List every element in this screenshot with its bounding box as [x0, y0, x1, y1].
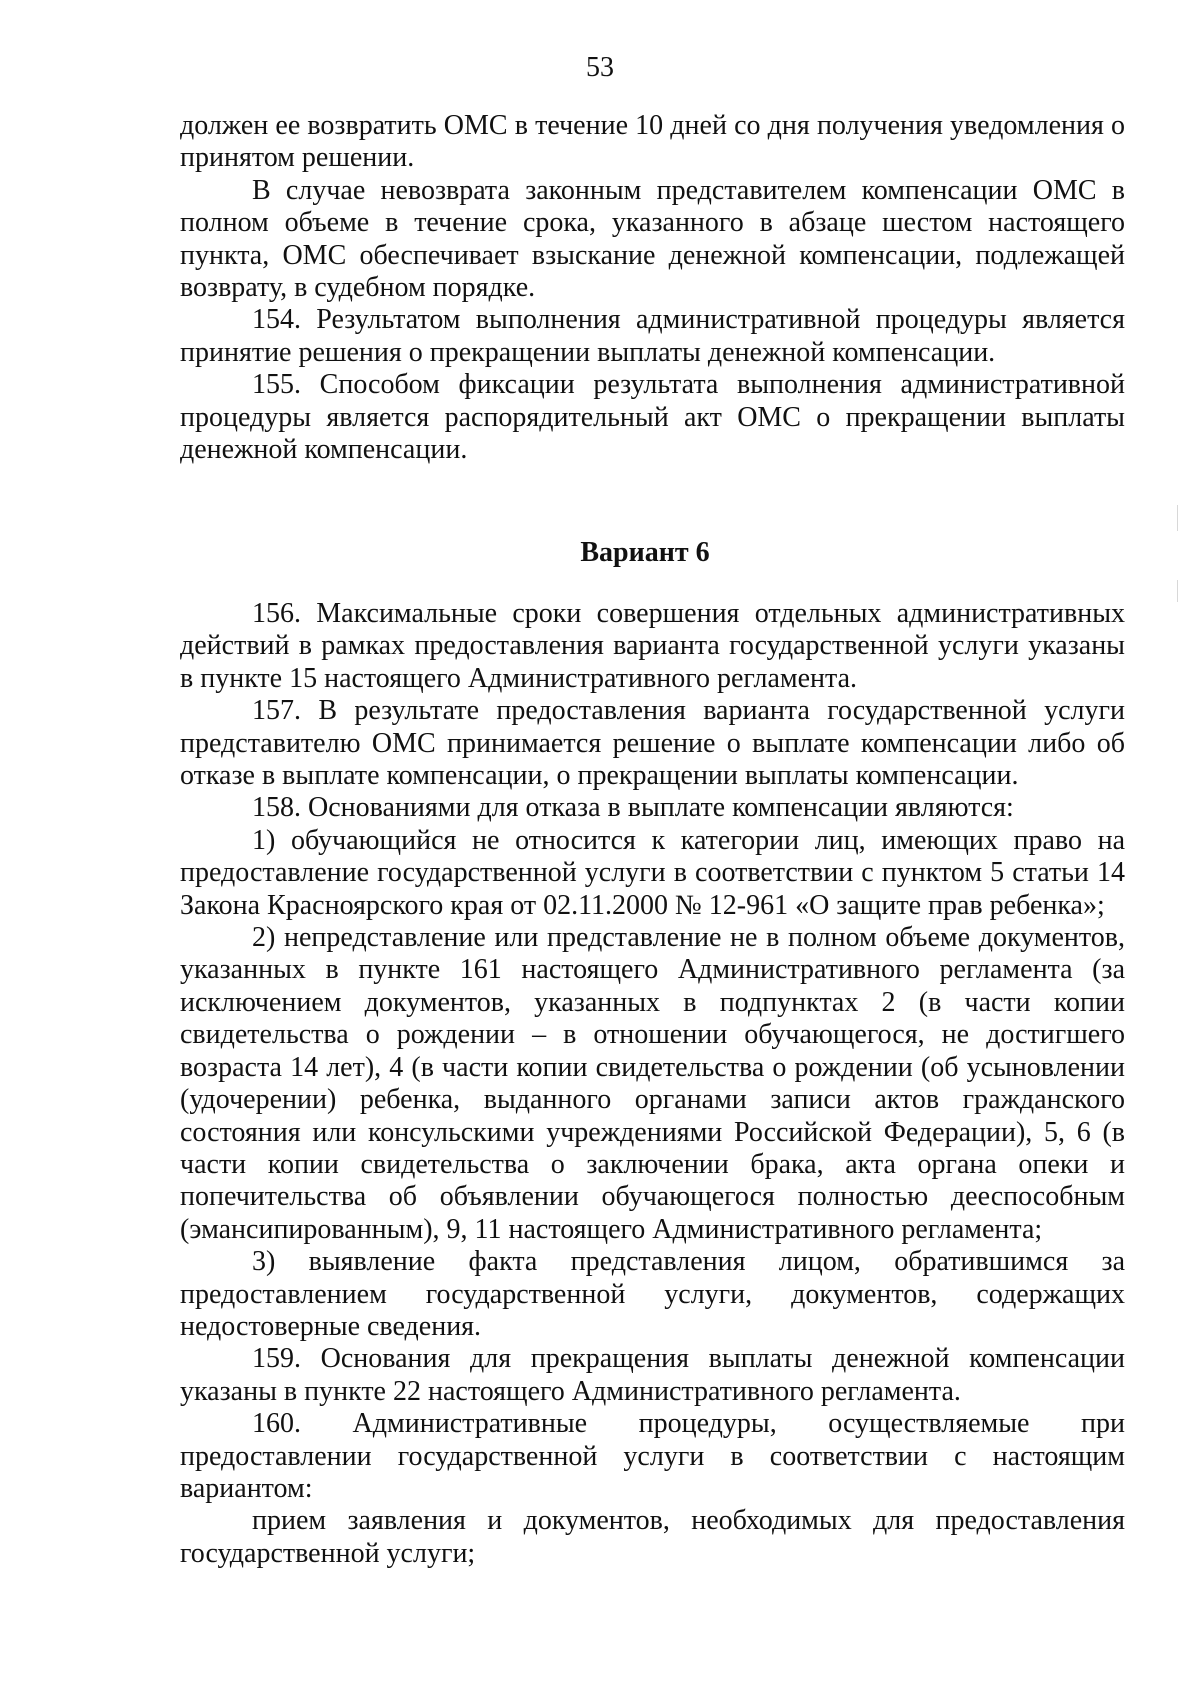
- paragraph-155: 155. Способом фиксации результата выполнения административной процедуры является распорядительный акт ОМС о прекращении выплаты денежной компенсации.: [180, 369, 1125, 466]
- list-item-2: 2) непредставление или представление не в полном объеме документов, указанных в пункте 161 настоящего Административного регламента (за исключением документов, указанных в подпунктах 2 (в части копии свидетельства о рождении – в отношении обучающегося, не достигшего возраста 14 лет), 4 (в части копии свидетельства о рождении (об усыновлении (удочерении) ребенка, выданного органами записи актов гражданского состояния или консульскими учреждениями Российской Федерации), 5, 6 (в части копии свидетельства о заключении брака, акта органа опеки и попечительства об объявлении обучающегося полностью дееспособным (эмансипированным), 9, 11 настоящего Административного регламента;: [180, 922, 1125, 1245]
- paragraph-159: 159. Основания для прекращения выплаты денежной компенсации указаны в пункте 22 настоящего Административного регламента.: [180, 1343, 1125, 1407]
- paragraph-nonreturn: В случае невозврата законным представителем компенсации ОМС в полном объеме в течение срока, указанного в абзаце шестом настоящего пункта, ОМС обеспечивает взыскание денежной компенсации, подлежащей возврату, в судебном порядке.: [180, 174, 1125, 304]
- list-item-1: 1) обучающийся не относится к категории лиц, имеющих право на предоставление государственной услуги в соответствии с пунктом 5 статьи 14 Закона Красноярского края от 02.11.2000 № 12-961 «О защите прав ребенка»;: [180, 824, 1125, 921]
- top-text-block: [180, 110, 1125, 466]
- paragraph-158: 158. Основаниями для отказа в выплате компенсации являются:: [252, 792, 1014, 824]
- paragraph-160: 160. Административные процедуры, осуществляемые при предоставлении государственной услуги в соответствии с настоящим вариантом:: [180, 1408, 1125, 1504]
- paragraph-continuation: должен ее возвратить ОМС в течение 10 дней со дня получения уведомления о принятом решении.: [180, 110, 1125, 174]
- scan-edge-mark: [1177, 580, 1178, 602]
- bottom-text-block: [180, 598, 1125, 1570]
- page-number: 53: [586, 52, 614, 83]
- list-item-3: 3) выявление факта представления лицом, обратившимся за предоставлением государственной услуги, документов, содержащих недостоверные сведения.: [180, 1246, 1125, 1342]
- scan-edge-mark: [1177, 505, 1178, 531]
- paragraph-157: 157. В результате предоставления варианта государственной услуги представителю ОМС принимается решение о выплате компенсации либо об отказе в выплате компенсации, о прекращении выплаты компенсации.: [180, 695, 1125, 792]
- section-heading: Вариант 6: [580, 537, 710, 568]
- paragraph-reception: прием заявления и документов, необходимых для предоставления государственной услуги;: [180, 1505, 1125, 1569]
- paragraph-154: 154. Результатом выполнения административной процедуры является принятие решения о прекращении выплаты денежной компенсации.: [180, 304, 1125, 368]
- paragraph-156: 156. Максимальные сроки совершения отдельных административных действий в рамках предоставления варианта государственной услуги указаны в пункте 15 настоящего Административного регламента.: [180, 598, 1125, 694]
